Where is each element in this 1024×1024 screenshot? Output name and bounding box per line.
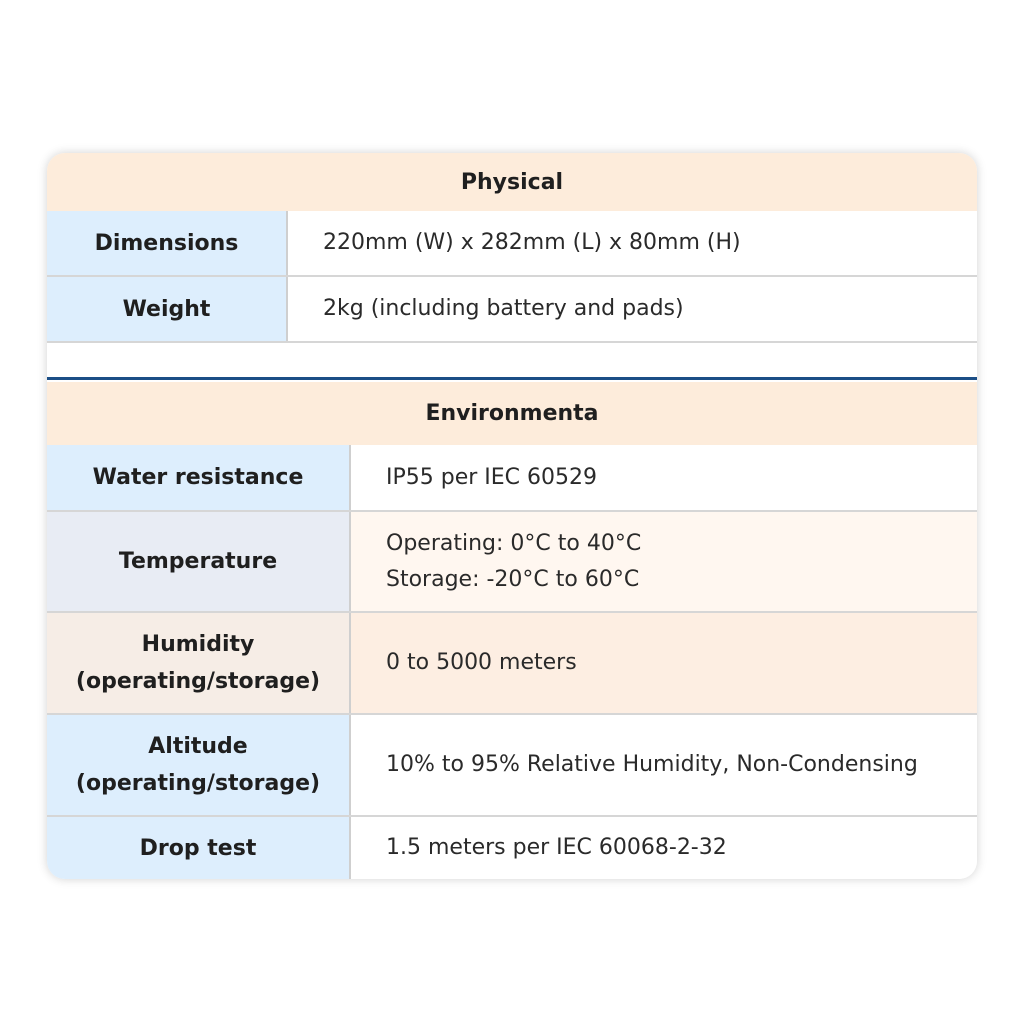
value-text: 0 to 5000 meters xyxy=(386,650,577,675)
table-row-drop-test xyxy=(47,817,977,879)
environmental-section-title: Environmenta xyxy=(425,401,599,426)
label-text: Temperature xyxy=(118,549,278,574)
table-row-dimensions xyxy=(47,211,977,277)
row-value-altitude xyxy=(351,715,977,815)
section-divider xyxy=(47,377,977,380)
value-text-line1: Operating: 0°C to 40°C xyxy=(386,530,642,556)
label-text: Weight xyxy=(122,296,211,322)
value-text: 1.5 meters per IEC 60068-2-32 xyxy=(386,835,727,860)
environmental-section-header xyxy=(47,382,977,447)
row-value-drop-test xyxy=(351,817,977,879)
label-text: Dimensions xyxy=(94,230,239,256)
label-text-line1: Altitude xyxy=(148,734,248,759)
row-label-water-resistance xyxy=(47,445,351,510)
row-label-temperature xyxy=(47,512,351,611)
table-row-water-resistance xyxy=(47,445,977,512)
label-text-line2: (operating/storage) xyxy=(75,669,321,694)
value-text: 10% to 95% Relative Humidity, Non-Condensing xyxy=(386,752,918,777)
label-text: Drop test xyxy=(139,835,257,861)
value-text: 2kg (including battery and pads) xyxy=(323,296,684,321)
spec-table-card xyxy=(47,153,977,879)
row-label-humidity xyxy=(47,613,351,713)
row-value-humidity xyxy=(351,613,977,713)
row-label-drop-test xyxy=(47,817,351,879)
row-label-weight xyxy=(47,277,288,341)
table-row-altitude xyxy=(47,715,977,817)
table-row-temperature xyxy=(47,512,977,613)
table-row-humidity xyxy=(47,613,977,715)
value-text-line2: Storage: -20°C to 60°C xyxy=(386,566,640,592)
physical-section-title: Physical xyxy=(460,169,564,195)
label-text-line2: (operating/storage) xyxy=(75,771,321,796)
row-value-weight xyxy=(288,277,977,341)
value-text: IP55 per IEC 60529 xyxy=(386,464,598,490)
table-row-weight xyxy=(47,277,977,343)
value-text: 220mm (W) x 282mm (L) x 80mm (H) xyxy=(323,230,741,255)
row-value-water-resistance xyxy=(351,445,977,510)
label-text: Water resistance xyxy=(92,465,304,490)
row-value-dimensions xyxy=(288,211,977,275)
row-label-dimensions xyxy=(47,211,288,275)
row-value-temperature xyxy=(351,512,977,611)
row-label-altitude xyxy=(47,715,351,815)
label-text-line1: Humidity xyxy=(141,632,255,657)
physical-section-header xyxy=(47,153,977,213)
